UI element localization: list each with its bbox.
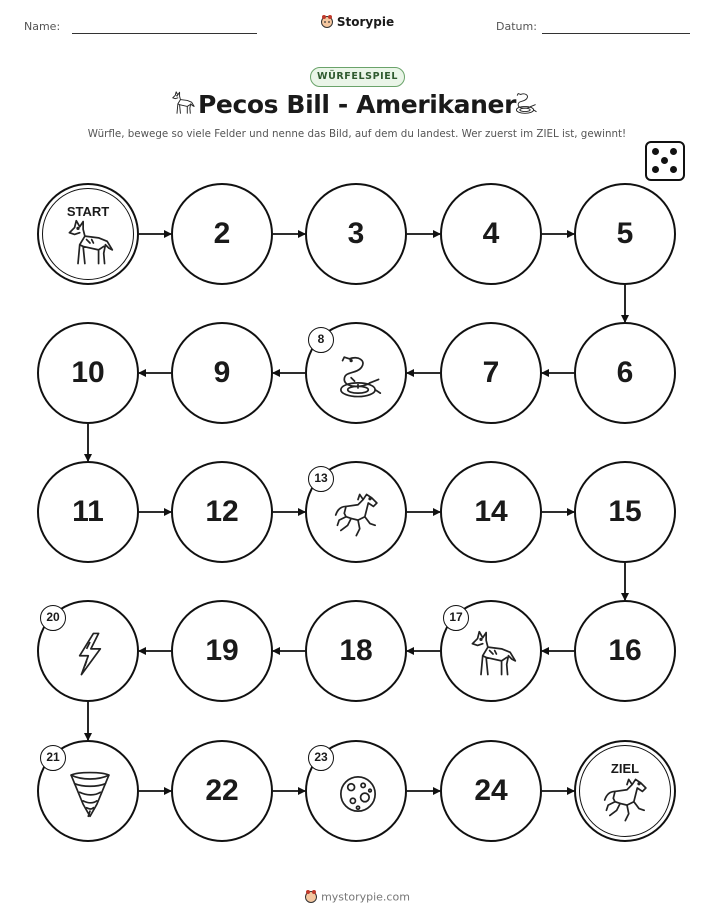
board-space-24 <box>440 740 542 842</box>
space-number: 13 <box>308 466 334 492</box>
space-number: 4 <box>482 217 500 250</box>
lightning-icon <box>63 630 117 683</box>
tornado-icon <box>63 770 117 823</box>
board-space-14 <box>440 461 542 563</box>
goal-space <box>574 740 676 842</box>
space-number: 23 <box>308 745 334 771</box>
board-space-2 <box>171 183 273 285</box>
space-number: 2 <box>213 217 231 250</box>
game-type-badge: WÜRFELSPIEL <box>310 67 405 87</box>
space-number: 15 <box>608 495 642 528</box>
space-number: 17 <box>443 605 469 631</box>
space-number: 11 <box>72 495 104 528</box>
name-label: Name: <box>24 20 61 33</box>
space-number: 19 <box>205 634 239 667</box>
board-space-20 <box>37 600 139 702</box>
space-number: 24 <box>474 774 508 807</box>
moon-icon <box>331 770 385 823</box>
board-space-15 <box>574 461 676 563</box>
page-title: Pecos Bill - Amerikaner <box>197 90 517 119</box>
space-number: 10 <box>71 356 105 389</box>
board-space-16 <box>574 600 676 702</box>
coyote-icon <box>466 630 520 683</box>
horse-icon <box>331 491 385 544</box>
space-number: 20 <box>40 605 66 631</box>
space-number: 5 <box>616 217 634 250</box>
start-label: START <box>66 204 110 219</box>
board-space-23 <box>305 740 407 842</box>
space-number: 8 <box>308 327 334 353</box>
space-number: 7 <box>482 356 500 389</box>
space-number: 14 <box>474 495 508 528</box>
board-space-21 <box>37 740 139 842</box>
goal-label: ZIEL <box>610 761 640 776</box>
footer <box>0 889 714 906</box>
board-space-10 <box>37 322 139 424</box>
board-space-3 <box>305 183 407 285</box>
board-space-18 <box>305 600 407 702</box>
date-label: Datum: <box>496 20 537 33</box>
snake-icon <box>331 352 385 405</box>
board-space-6 <box>574 322 676 424</box>
board-space-22 <box>171 740 273 842</box>
board-space-12 <box>171 461 273 563</box>
board-space-17 <box>440 600 542 702</box>
space-number: 3 <box>347 217 365 250</box>
start-space <box>37 183 139 285</box>
storypie-logo-icon <box>304 889 318 906</box>
space-number: 22 <box>205 774 239 807</box>
board-space-8 <box>305 322 407 424</box>
board-space-5 <box>574 183 676 285</box>
board-space-11 <box>37 461 139 563</box>
space-number: 6 <box>616 356 634 389</box>
horse-icon <box>600 776 654 829</box>
board-space-7 <box>440 322 542 424</box>
board-space-4 <box>440 183 542 285</box>
board-space-19 <box>171 600 273 702</box>
space-number: 12 <box>205 495 239 528</box>
board-space-9 <box>171 322 273 424</box>
space-number: 21 <box>40 745 66 771</box>
space-number: 16 <box>608 634 642 667</box>
brand-name: Storypie <box>336 15 395 29</box>
space-number: 9 <box>213 356 231 389</box>
footer-url[interactable]: mystorypie.com <box>321 890 410 904</box>
instructions: Würfle, bewege so viele Felder und nenne das Bild, auf dem du landest. Wer zuerst im ZIEL ist, gewinnt! <box>87 128 627 140</box>
board-space-13 <box>305 461 407 563</box>
space-number: 18 <box>339 634 373 667</box>
coyote-icon <box>63 219 117 272</box>
